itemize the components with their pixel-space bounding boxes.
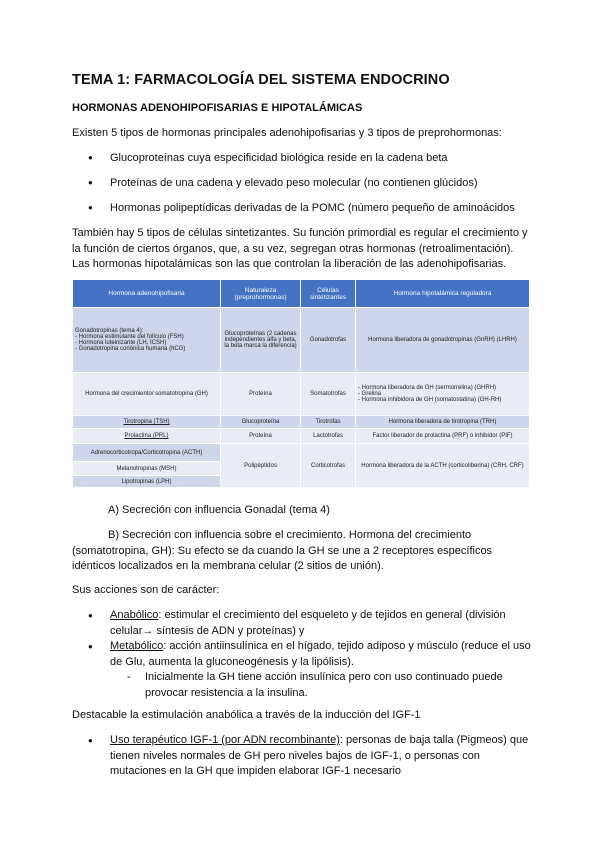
table-cell: Gonadotrofas xyxy=(301,308,356,373)
hormone-table xyxy=(72,279,530,488)
table-row xyxy=(73,429,530,444)
table-cell: Tirotrofas xyxy=(301,416,356,429)
table-cell: Glucoproteínas (2 cadenas independientes alfa y beta, la beta marca la diferencia) xyxy=(221,308,301,373)
section-b: B) Secreción con influencia sobre el crecimiento. Hormona del crecimiento (somatotropina, GH): Su efecto se da cuando la GH se une a 2 receptores específicos idénticos localizados en la membrana celular (2 sitios de unión). xyxy=(72,529,493,572)
table-cell: Hormona liberadora de la ACTH (corticoliberina) (CRH, CRF) xyxy=(356,444,530,488)
table-row xyxy=(73,416,530,429)
table-cell: Proteína xyxy=(221,429,301,444)
list-item: ● Proteínas de una cadena y elevado peso molecular (no contienen glúcidos) xyxy=(92,176,532,190)
table-cell: Tirotropina (TSH) xyxy=(73,416,221,429)
page-title: TEMA 1: FARMACOLOGÍA DEL SISTEMA ENDOCRINO xyxy=(72,72,450,88)
paragraph: También hay 5 tipos de células sintetizantes. Su función primordial es regular el crecimiento y la función de ciertos órganos, que, a su vez, segregan otras hormonas (retroalimentación). Las hormonas hipotalámicas son las que controlan la liberación de las adenohipofisarias. xyxy=(72,227,528,270)
table-cell: Polipéptidos xyxy=(221,444,301,488)
table-cell: Proteína xyxy=(221,373,301,416)
list-item: ● Uso terapéutico IGF-1 (por ADN recombinante): personas de baja talla (Pigmeos) que tienen niveles normales de GH pero niveles bajos de IGF-1, o personas con mutaciones en la GH que impiden elaborar IGF-1 necesario xyxy=(92,733,532,780)
table-cell: Hormona liberadora de tirotropina (TRH) xyxy=(356,416,530,429)
table-row xyxy=(73,444,530,462)
table-cell: Hormona liberadora de gonadotropinas (GnRH) (LHRH) xyxy=(356,308,530,373)
table-cell: Corticotrofas xyxy=(301,444,356,488)
paragraph: Destacable la estimulación anabólica a través de la inducción del IGF-1 xyxy=(72,709,421,721)
table-cell: Somatotrofas xyxy=(301,373,356,416)
table-cell: Lactotrofas xyxy=(301,429,356,444)
table-cell: Lipotropinas (LPH) xyxy=(73,476,221,488)
table-cell: Gonadotropinas (tema 4): - Hormona estimulante del folículo (FSH) - Hormona luteinizante (LH, ICSH) - Gonadotropina coriónica humana (hCG) xyxy=(73,308,221,373)
header-cell: Naturaleza (preprohormonas) xyxy=(221,280,301,308)
table-cell: Melanotropinas (MSH) xyxy=(73,462,221,476)
sub-list-item: - Inicialmente la GH tiene acción insulínica pero con uso continuado puede provocar resistencia a la insulina. xyxy=(127,671,503,699)
table-cell: - Hormona liberadora de GH (sermorrelina) (GHRH) - Grelina - Hormona inhibidora de GH (somatostatina) (GH-RH) xyxy=(356,373,530,416)
table-cell: Factor liberador de prolactina (PRF) o inhibidor (PIF) xyxy=(356,429,530,444)
table-header-row xyxy=(73,280,530,308)
header-cell: Células sintetizantes xyxy=(301,280,356,308)
section-heading: HORMONAS ADENOHIPOFISARIAS E HIPOTALÁMICAS xyxy=(72,102,363,114)
table-cell: Glucoproteína xyxy=(221,416,301,429)
list-item: ● Anabólico: estimular el crecimiento del esqueleto y de tejidos en general (división celular→ síntesis de ADN y proteínas) y xyxy=(92,608,532,639)
list-item: ● Hormonas polipeptídicas derivadas de la POMC (número pequeño de aminoácidos xyxy=(92,201,532,215)
table-row xyxy=(73,373,530,416)
paragraph: Sus acciones son de carácter: xyxy=(72,584,220,596)
list-item: ● Glucoproteínas cuya especificidad biológica reside en la cadena beta xyxy=(92,151,532,165)
table-cell: Hormona del crecimiento/ somatotropina (GH) xyxy=(73,373,221,416)
table-row xyxy=(73,308,530,373)
table-cell: Adrenocorticotropa/Corticotropina (ACTH) xyxy=(73,444,221,462)
header-cell: Hormona hipotalámica reguladora xyxy=(356,280,530,308)
section-a: A) Secreción con influencia Gonadal (tema 4) xyxy=(108,504,330,516)
table-cell: Prolactina (PRL) xyxy=(73,429,221,444)
header-cell: Hormona adenohipofisaria xyxy=(73,280,221,308)
list-item: ● Metabólico: acción antiinsulínica en el hígado, tejido adiposo y músculo (reduce el uso de Glu, aumenta la gluconeogénesis y la lipólisis). xyxy=(92,639,532,670)
intro-paragraph: Existen 5 tipos de hormonas principales adenohipofisarias y 3 tipos de preprohormonas: xyxy=(72,127,502,139)
